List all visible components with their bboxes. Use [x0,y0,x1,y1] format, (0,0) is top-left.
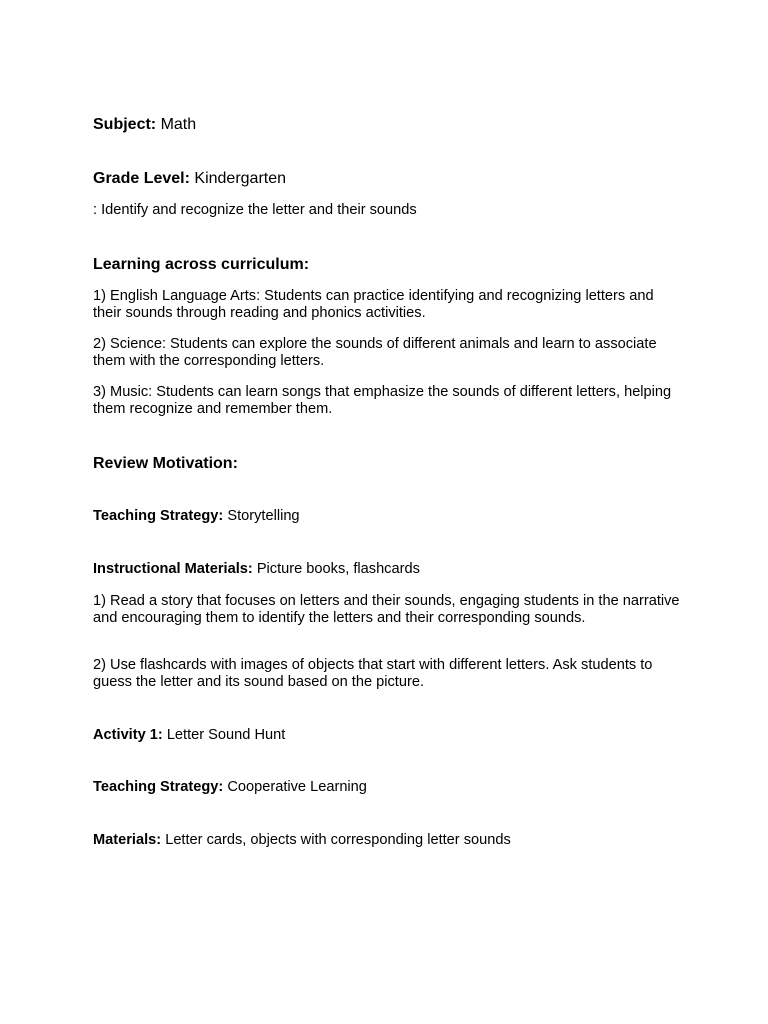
review-step-story: 1) Read a story that focuses on letters and their sounds, engaging students in the narrative and encouraging them to identify the letters and their corresponding sounds. [93,593,680,626]
review-step-flashcards: 2) Use flashcards with images of objects that start with different letters. Ask students to guess the letter and its sound based on the picture. [93,657,653,690]
activity-value: Letter Sound Hunt [166,727,286,743]
activity-materials-label: Materials: [93,832,162,848]
activity-line [93,727,285,744]
objective-line: : Identify and recognize the letter and their sounds [93,202,417,218]
curriculum-heading: Learning across curriculum: [93,256,310,273]
grade-level-line [93,170,286,188]
subject-value: Math [160,116,197,133]
activity-materials-line [93,832,511,849]
activity-strategy-label: Teaching Strategy: [93,779,224,795]
review-strategy-label: Teaching Strategy: [93,508,224,524]
curriculum-item-science: 2) Science: Students can explore the sounds of different animals and learn to associate them with the corresponding letters. [93,336,657,369]
subject-label: Subject: [93,116,157,133]
curriculum-item-music: 3) Music: Students can learn songs that emphasize the sounds of different letters, helping them recognize and remember them. [93,384,672,417]
activity-materials-value: Letter cards, objects with corresponding letter sounds [165,832,511,848]
instructional-materials-line [93,561,420,578]
grade-level-value: Kindergarten [194,170,287,187]
activity-strategy-value: Cooperative Learning [227,779,367,795]
instructional-materials-label: Instructional Materials: [93,561,253,577]
activity-strategy-line [93,779,367,796]
subject-line [93,116,196,134]
instructional-materials-value: Picture books, flashcards [256,561,420,577]
curriculum-item-ela: 1) English Language Arts: Students can practice identifying and recognizing letters and their sounds through reading and phonics activities. [93,288,654,321]
review-strategy-value: Storytelling [227,508,300,524]
review-motivation-heading: Review Motivation: [93,455,238,472]
grade-level-label: Grade Level: [93,170,190,187]
review-strategy-line [93,508,300,525]
activity-label: Activity 1: [93,727,163,743]
